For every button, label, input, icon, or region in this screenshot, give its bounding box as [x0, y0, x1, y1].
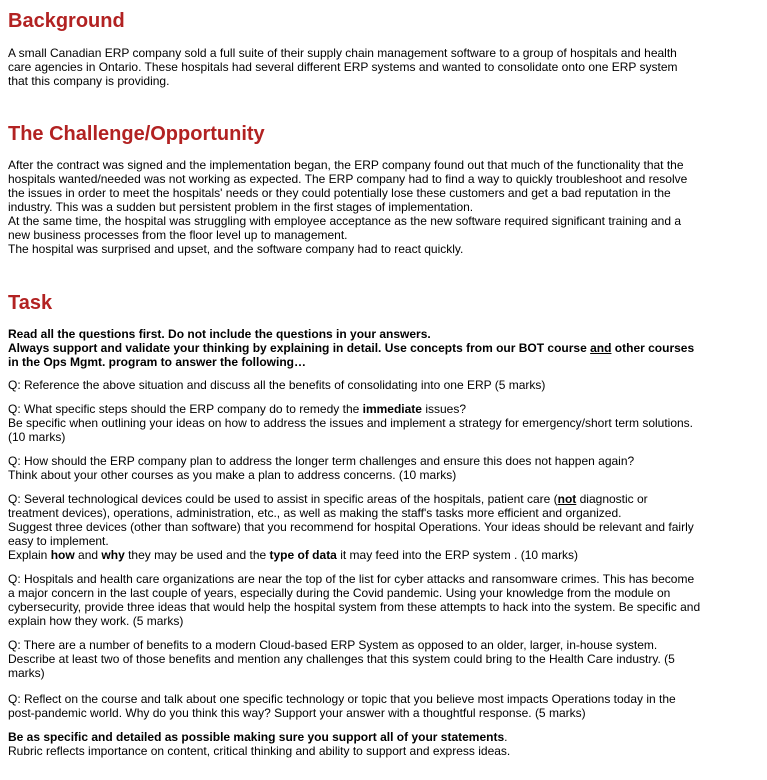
task-instruction-2 — [8, 341, 694, 355]
challenge-line-2: hospitals wanted/needed was not working as expected. The ERP company had to find a way to quickly troubleshoot and resolve — [8, 172, 688, 186]
question-4-text-e: they may be used and the — [124, 548, 270, 562]
background-heading: Background — [8, 10, 125, 32]
question-3-line-1: Q: How should the ERP company plan to address the longer term challenges and ensure this does not happen again? — [8, 454, 635, 468]
question-7-line-2: post-pandemic world. Why do you think this way? Support your answer with a thoughtful response. (5 marks) — [8, 706, 586, 720]
question-5-line-2: a major concern in the last couple of years, especially during the Covid pandemic. Using your knowledge from the module on — [8, 586, 671, 600]
closing-statement-period: . — [504, 730, 508, 744]
background-line-1: A small Canadian ERP company sold a full suite of their supply chain management software to a group of hospitals and health — [8, 46, 677, 60]
question-7-line-1: Q: Reflect on the course and talk about one specific technology or topic that you believe most impacts Operations today in the — [8, 692, 676, 706]
question-4-why: why — [101, 548, 125, 562]
question-2-text-a: Q: What specific steps should the ERP company do to remedy the — [8, 402, 363, 416]
task-instruction-3: in the Ops Mgmt. program to answer the following… — [8, 355, 307, 369]
question-4-line-3: Suggest three devices (other than software) that you recommend for hospital Operations. Your ideas should be relevant and fairly — [8, 520, 694, 534]
question-5-line-1: Q: Hospitals and health care organizations are near the top of the list for cyber attacks and ransomware crimes. This has become — [8, 572, 695, 586]
challenge-line-4: industry. This was a sudden but persistent problem in the first stages of implementation. — [8, 200, 474, 214]
question-5-line-4: explain how they work. (5 marks) — [8, 614, 184, 628]
question-6-line-3: marks) — [8, 666, 45, 680]
background-line-2: care agencies in Ontario. These hospitals had several different ERP systems and wanted to consolidate onto one ERP system — [8, 60, 678, 74]
question-4-not: not — [557, 492, 577, 506]
question-4-text-g: it may feed into the ERP system . (10 marks) — [336, 548, 579, 562]
question-2-line-2: Be specific when outlining your ideas on how to address the issues and implement a strategy for emergency/short term solutions. — [8, 416, 694, 430]
question-4-line-5 — [8, 548, 578, 562]
question-5-line-3: cybersecurity, provide three ideas that would help the hospital system from these attempts to hack into the system. Be specific and — [8, 600, 701, 614]
task-instruction-2-and: and — [590, 341, 612, 355]
challenge-line-1: After the contract was signed and the implementation began, the ERP company found out that much of the functionality that the — [8, 158, 684, 172]
closing-statement-bold: Be as specific and detailed as possible making sure you support all of your statements — [8, 730, 505, 744]
task-instruction-1: Read all the questions first. Do not include the questions in your answers. — [8, 327, 431, 341]
closing-statement — [8, 730, 508, 744]
question-2-immediate: immediate — [362, 402, 422, 416]
question-6-line-1: Q: There are a number of benefits to a modern Cloud-based ERP System as opposed to an older, larger, in-house system. — [8, 638, 658, 652]
challenge-line-6: new business processes from the floor level up to management. — [8, 228, 348, 242]
task-instruction-2c: other courses — [611, 341, 695, 355]
question-4-explain: Explain — [8, 548, 51, 562]
rubric-note: Rubric reflects importance on content, critical thinking and ability to support and express ideas. — [8, 744, 511, 758]
question-4-line-2: treatment devices), operations, administration, etc., as well as making the staff's tasks more efficient and organized. — [8, 506, 622, 520]
question-4-line-4: easy to implement. — [8, 534, 109, 548]
question-1: Q: Reference the above situation and discuss all the benefits of consolidating into one ERP (5 marks) — [8, 378, 546, 392]
question-3-line-2: Think about your other courses as you make a plan to address concerns. (10 marks) — [8, 468, 457, 482]
background-line-3: that this company is providing. — [8, 74, 170, 88]
challenge-heading: The Challenge/Opportunity — [8, 123, 265, 145]
challenge-line-5: At the same time, the hospital was struggling with employee acceptance as the new software required significant training and a — [8, 214, 682, 228]
question-4-how: how — [50, 548, 75, 562]
question-4-text-a: Q: Several technological devices could be used to assist in specific areas of the hospitals, patient care ( — [8, 492, 558, 506]
task-instruction-2a: Always support and validate your thinking by explaining in detail. Use concepts from our BOT course — [8, 341, 591, 355]
question-4-type-of-data: type of data — [269, 548, 337, 562]
question-2-line-3: (10 marks) — [8, 430, 66, 444]
task-heading: Task — [8, 292, 53, 314]
question-2-text-c: issues? — [421, 402, 467, 416]
question-4-line-1 — [8, 492, 648, 506]
challenge-line-7: The hospital was surprised and upset, and the software company had to react quickly. — [8, 242, 464, 256]
question-6-line-2: Describe at least two of those benefits and mention any challenges that this system could bring to the Health Care industry. (5 — [8, 652, 675, 666]
challenge-line-3: the issues in order to meet the hospitals' needs or they could potentially lose these customers and get a bad reputation in the — [8, 186, 671, 200]
question-2-line-1 — [8, 402, 466, 416]
question-4-text-c: diagnostic or — [576, 492, 648, 506]
question-4-and: and — [74, 548, 102, 562]
